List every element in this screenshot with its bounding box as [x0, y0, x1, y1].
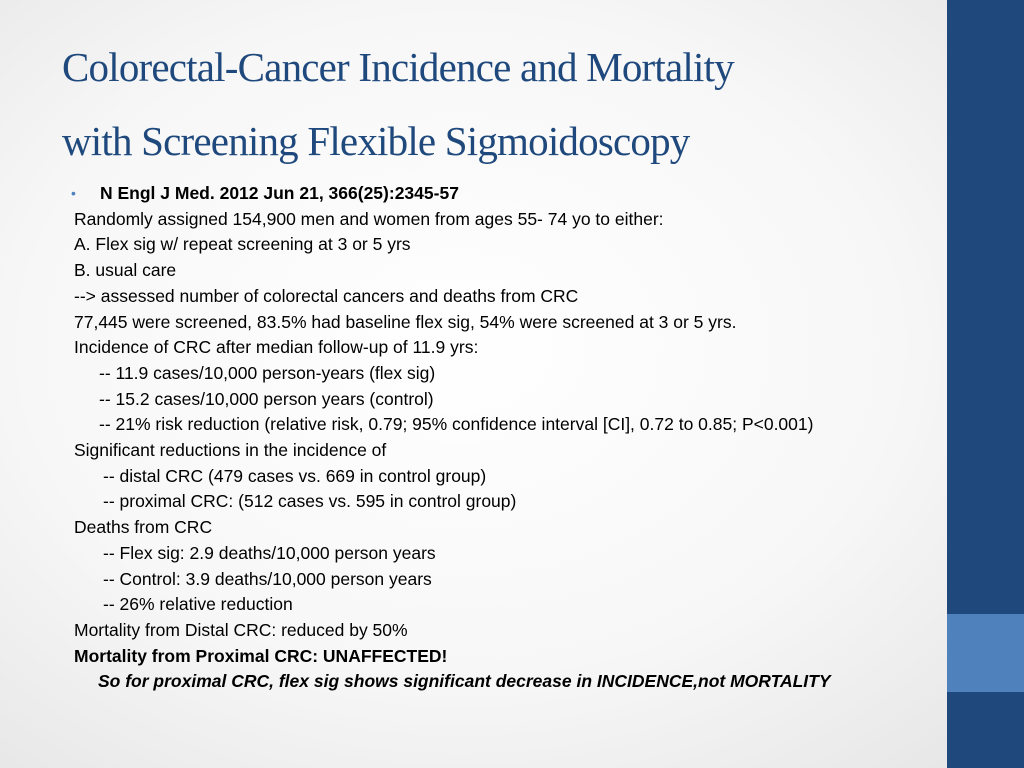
- proximal-line: -- proximal CRC: (512 cases vs. 595 in control group): [103, 491, 517, 512]
- randomized-line: Randomly assigned 154,900 men and women from ages 55- 74 yo to either:: [74, 208, 664, 229]
- deaths-reduction-line: -- 26% relative reduction: [103, 594, 293, 615]
- slide-body: [71, 181, 934, 695]
- deaths-control-line: -- Control: 3.9 deaths/10,000 person years: [103, 568, 432, 589]
- incidence-header: Incidence of CRC after median follow-up of 11.9 yrs:: [74, 337, 479, 358]
- citation-text: N Engl J Med. 2012 Jun 21, 366(25):2345-57: [100, 183, 459, 203]
- incidence-risk-line: -- 21% risk reduction (relative risk, 0.79; 95% confidence interval [CI], 0.72 to 0.85; P<0.001): [99, 414, 814, 435]
- deaths-flex-line: -- Flex sig: 2.9 deaths/10,000 person years: [103, 542, 436, 563]
- deaths-header: Deaths from CRC: [74, 517, 213, 538]
- mortality-distal-line: Mortality from Distal CRC: reduced by 50%: [74, 619, 408, 640]
- citation-bullet: [71, 181, 934, 207]
- title-line-2: with Screening Flexible Sigmoidoscopy: [62, 118, 690, 164]
- incidence-flex-line: -- 11.9 cases/10,000 person-years (flex sig): [99, 362, 436, 383]
- distal-line: -- distal CRC (479 cases vs. 669 in control group): [103, 465, 487, 486]
- slide-title: [62, 30, 922, 178]
- side-accent-block: [947, 614, 1024, 692]
- option-a-line: A. Flex sig w/ repeat screening at 3 or 5 yrs: [74, 234, 411, 255]
- conclusion-line: So for proximal CRC, flex sig shows significant decrease in INCIDENCE,not MORTALITY: [98, 671, 831, 692]
- assessed-line: --> assessed number of colorectal cancers and deaths from CRC: [74, 285, 579, 306]
- incidence-control-line: -- 15.2 cases/10,000 person years (control): [99, 388, 434, 409]
- screened-line: 77,445 were screened, 83.5% had baseline flex sig, 54% were screened at 3 or 5 yrs.: [74, 311, 737, 332]
- bullet-dot-icon: •: [71, 185, 76, 201]
- significant-header: Significant reductions in the incidence of: [74, 440, 387, 461]
- title-line-1: Colorectal-Cancer Incidence and Mortality: [62, 44, 734, 90]
- mortality-proximal-line: Mortality from Proximal CRC: UNAFFECTED!: [74, 645, 448, 666]
- option-b-line: B. usual care: [74, 260, 177, 281]
